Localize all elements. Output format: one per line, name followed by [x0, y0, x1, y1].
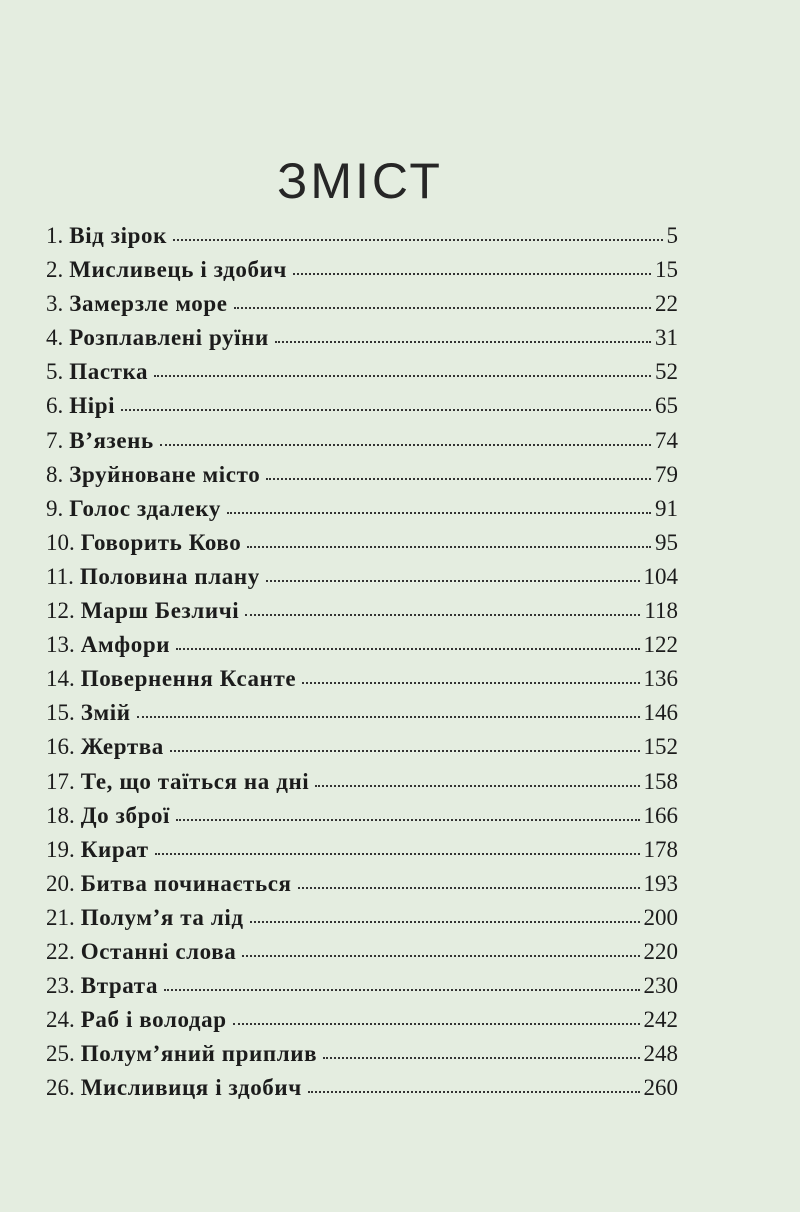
toc-entry-title: Від зірок [69, 223, 167, 248]
toc-entry [46, 564, 678, 598]
toc-entry-number: 11. [46, 563, 74, 589]
toc-entry-page: 22 [655, 291, 678, 317]
toc-entry [46, 291, 678, 325]
toc-entry-page: 260 [643, 1075, 678, 1101]
dot-leader [266, 464, 651, 480]
dot-leader [121, 396, 651, 412]
toc-entry-title: Те, що таїться на дні [80, 768, 310, 794]
toc-entry-number: 1. [46, 223, 64, 248]
toc-entry-title: Жертва [80, 734, 164, 760]
toc-entry-number: 6. [46, 393, 64, 419]
dot-leader [323, 1043, 639, 1059]
toc-entry [46, 973, 678, 1007]
dot-leader [242, 941, 639, 957]
dot-leader [227, 498, 651, 514]
toc-entry-page: 193 [643, 870, 678, 896]
toc-entry-page: 136 [643, 666, 678, 692]
dot-leader [176, 634, 639, 650]
toc-entry-title: Нірі [69, 393, 116, 419]
toc-entry [46, 700, 678, 734]
toc-entry [46, 1041, 678, 1075]
toc-entry-number: 16. [46, 734, 75, 760]
toc-entry [46, 257, 678, 291]
toc-entry-page: 15 [655, 257, 678, 283]
toc-entry [46, 325, 678, 359]
toc-entry-number: 18. [46, 802, 75, 828]
toc-entry-page: 95 [655, 529, 678, 555]
toc-entry-title: В’язень [69, 427, 154, 453]
toc-entry-number: 5. [46, 359, 64, 385]
dot-leader [245, 600, 640, 616]
toc-entry [46, 359, 678, 393]
toc-entry-title: Марш Безличі [80, 598, 240, 624]
toc-entry-page: 118 [644, 598, 678, 624]
toc-entry-page: 166 [643, 802, 678, 828]
toc-entry-number: 17. [46, 768, 75, 794]
dot-leader [308, 1078, 640, 1094]
toc-entry-title: Пастка [69, 359, 149, 385]
toc-entry [46, 428, 678, 462]
toc-entry [46, 1075, 678, 1109]
toc-entry-page: 5 [666, 223, 678, 248]
toc-entry-title: Голос здалеку [69, 495, 221, 521]
table-of-contents [46, 223, 678, 1109]
dot-leader [234, 293, 651, 309]
toc-entry-title: Говорить Ково [80, 529, 242, 555]
dot-leader [266, 566, 640, 582]
toc-entry [46, 803, 678, 837]
toc-entry-number: 4. [46, 325, 64, 351]
toc-entry-title: Раб і володар [80, 1007, 227, 1033]
toc-entry-title: Останні слова [80, 938, 237, 964]
dot-leader [155, 839, 640, 855]
toc-entry-page: 146 [643, 700, 678, 726]
toc-entry [46, 223, 678, 257]
toc-entry [46, 393, 678, 427]
toc-entry-title: Втрата [80, 973, 159, 999]
dot-leader [293, 259, 651, 275]
toc-entry-page: 52 [655, 359, 678, 385]
toc-entry-page: 242 [643, 1007, 678, 1033]
toc-entry-page: 65 [655, 393, 678, 419]
dot-leader [160, 430, 651, 446]
toc-entry-page: 158 [643, 768, 678, 794]
toc-entry-page: 152 [643, 734, 678, 760]
toc-entry-title: Половина плану [79, 563, 260, 589]
toc-entry-number: 2. [46, 257, 64, 283]
toc-entry [46, 769, 678, 803]
toc-entry-title: Кират [80, 836, 149, 862]
toc-entry-page: 79 [655, 461, 678, 487]
toc-entry-page: 122 [643, 632, 678, 658]
toc-entry-title: Розплавлені руїни [69, 325, 269, 351]
dot-leader [233, 1009, 640, 1025]
dot-leader [298, 873, 640, 889]
toc-entry-number: 3. [46, 291, 64, 317]
toc-entry-title: Повернення Ксанте [80, 666, 297, 692]
toc-entry-page: 220 [643, 938, 678, 964]
toc-entry-number: 25. [46, 1041, 75, 1067]
toc-entry-title: Змій [80, 700, 131, 726]
toc-entry-number: 14. [46, 666, 75, 692]
toc-entry [46, 1007, 678, 1041]
toc-entry-page: 230 [643, 973, 678, 999]
toc-entry-number: 13. [46, 632, 75, 658]
toc-entry [46, 530, 678, 564]
dot-leader [154, 362, 651, 378]
toc-entry-page: 104 [643, 563, 678, 589]
toc-entry-number: 8. [46, 461, 64, 487]
toc-entry-page: 74 [655, 427, 678, 453]
dot-leader [250, 907, 640, 923]
toc-entry-page: 31 [655, 325, 678, 351]
toc-entry [46, 734, 678, 768]
toc-entry-title: Амфори [80, 632, 171, 658]
toc-entry [46, 939, 678, 973]
toc-entry-title: Мисливиця і здобич [80, 1075, 302, 1101]
toc-entry-number: 10. [46, 529, 75, 555]
toc-entry-title: До зброї [80, 802, 171, 828]
dot-leader [302, 668, 639, 684]
toc-entry [46, 598, 678, 632]
toc-entry-number: 23. [46, 973, 75, 999]
toc-entry-number: 15. [46, 700, 75, 726]
toc-entry-title: Битва починається [80, 870, 292, 896]
toc-entry-page: 91 [655, 495, 678, 521]
toc-entry-title: Полум’яний приплив [80, 1041, 318, 1067]
toc-entry [46, 905, 678, 939]
toc-entry-title: Зруйноване місто [69, 461, 261, 487]
dot-leader [170, 737, 640, 753]
toc-entry-number: 24. [46, 1007, 75, 1033]
dot-leader [173, 225, 663, 241]
dot-leader [137, 703, 640, 719]
toc-entry [46, 632, 678, 666]
toc-entry-title: Полум’я та лід [80, 904, 244, 930]
dot-leader [164, 975, 639, 991]
toc-entry-number: 12. [46, 598, 75, 624]
toc-entry-number: 20. [46, 870, 75, 896]
dot-leader [176, 805, 639, 821]
toc-entry-title: Замерзле море [69, 291, 228, 317]
toc-entry-page: 178 [643, 836, 678, 862]
dot-leader [275, 327, 651, 343]
toc-entry-title: Мисливець і здобич [69, 257, 287, 283]
toc-entry-number: 26. [46, 1075, 75, 1101]
toc-entry [46, 462, 678, 496]
toc-entry [46, 666, 678, 700]
toc-entry-number: 9. [46, 495, 64, 521]
dot-leader [247, 532, 651, 548]
toc-entry-number: 19. [46, 836, 75, 862]
page-title: ЗМІСТ [277, 152, 443, 209]
toc-entry-page: 200 [643, 904, 678, 930]
toc-entry-page: 248 [643, 1041, 678, 1067]
toc-entry [46, 496, 678, 530]
toc-entry-number: 21. [46, 904, 75, 930]
toc-entry-number: 7. [46, 427, 64, 453]
toc-entry [46, 837, 678, 871]
toc-entry [46, 871, 678, 905]
dot-leader [315, 771, 639, 787]
toc-entry-number: 22. [46, 938, 75, 964]
